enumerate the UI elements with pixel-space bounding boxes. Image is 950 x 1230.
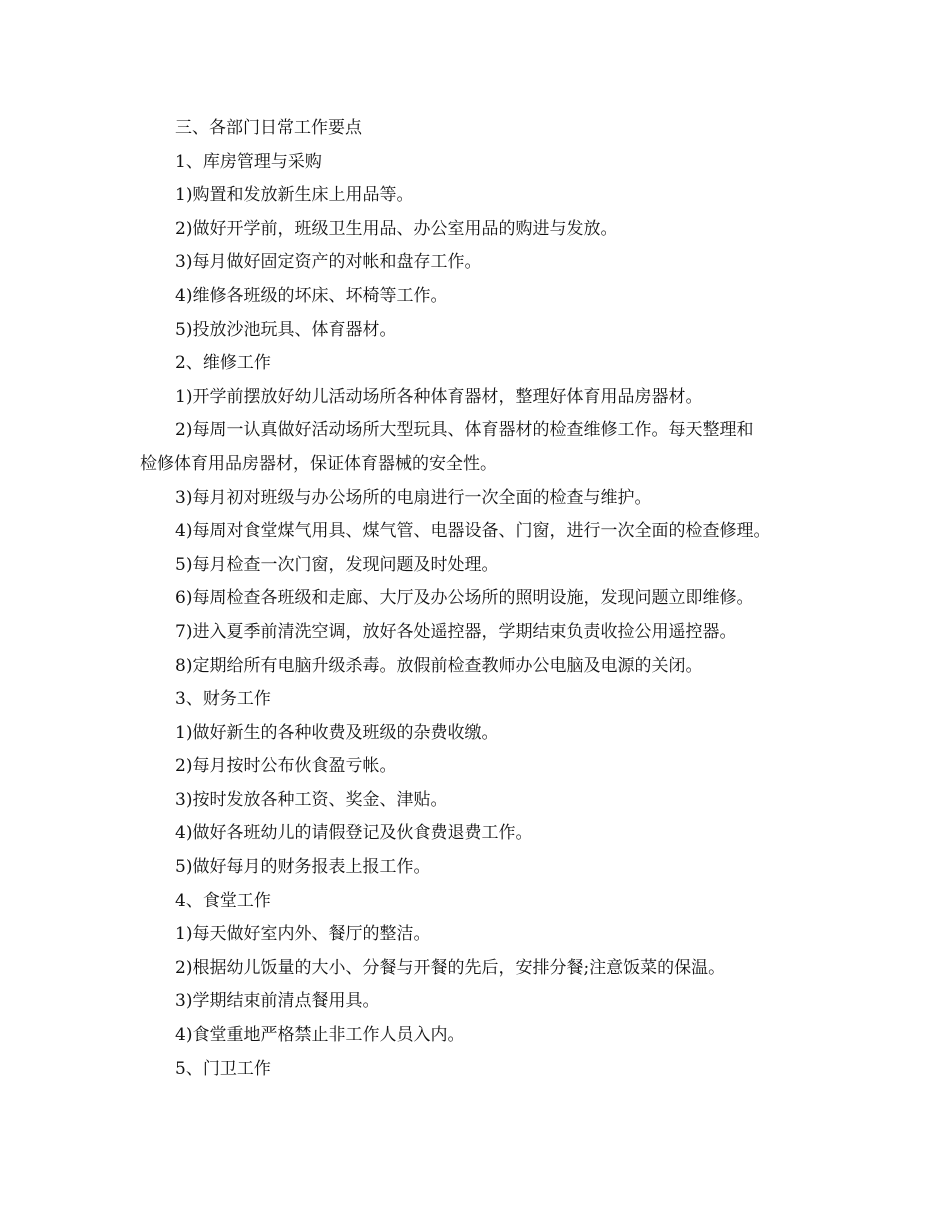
list-item: 5)投放沙池玩具、体育器材。 <box>175 319 397 340</box>
list-item: 7)进入夏季前清洗空调，放好各处遥控器，学期结束负责收捡公用遥控器。 <box>175 621 737 642</box>
list-item: 1)每天做好室内外、餐厅的整洁。 <box>175 924 431 945</box>
section-heading: 三、各部门日常工作要点 <box>175 118 362 138</box>
subsection-heading: 5、门卫工作 <box>175 1058 271 1079</box>
subsection-heading: 4、食堂工作 <box>175 890 271 911</box>
list-item: 2)每周一认真做好活动场所大型玩具、体育器材的检查维修工作。每天整理和 <box>175 420 754 441</box>
list-item: 5)每月检查一次门窗，发现问题及时处理。 <box>175 554 499 575</box>
list-item: 5)做好每月的财务报表上报工作。 <box>175 857 431 878</box>
list-item: 2)做好开学前，班级卫生用品、办公室用品的购进与发放。 <box>175 218 618 239</box>
list-item: 3)每月做好固定资产的对帐和盘存工作。 <box>175 252 482 273</box>
list-item: 4)食堂重地严格禁止非工作人员入内。 <box>175 1025 465 1046</box>
list-item-continuation: 检修体育用品房器材，保证体育器械的安全性。 <box>140 453 497 474</box>
list-item: 8)定期给所有电脑升级杀毒。放假前检查教师办公电脑及电源的关闭。 <box>175 655 703 676</box>
document-page <box>140 112 830 1086</box>
list-item: 3)每月初对班级与办公场所的电扇进行一次全面的检查与维护。 <box>175 487 652 508</box>
list-item: 1)购置和发放新生床上用品等。 <box>175 185 414 206</box>
list-item: 3)按时发放各种工资、奖金、津贴。 <box>175 789 448 810</box>
list-item: 4)维修各班级的坏床、坏椅等工作。 <box>175 285 448 306</box>
list-item: 1)开学前摆放好幼儿活动场所各种体育器材，整理好体育用品房器材。 <box>175 386 703 407</box>
list-item: 2)每月按时公布伙食盈亏帐。 <box>175 756 397 777</box>
subsection-heading: 2、维修工作 <box>175 353 271 374</box>
list-item: 4)每周对食堂煤气用具、煤气管、电器设备、门窗，进行一次全面的检查修理。 <box>175 521 771 542</box>
list-item: 4)做好各班幼儿的请假登记及伙食费退费工作。 <box>175 823 533 844</box>
list-item: 3)学期结束前清点餐用具。 <box>175 991 380 1012</box>
subsection-heading: 1、库房管理与采购 <box>175 151 322 172</box>
list-item: 1)做好新生的各种收费及班级的杂费收缴。 <box>175 722 499 743</box>
list-item: 6)每周检查各班级和走廊、大厅及办公场所的照明设施，发现问题立即维修。 <box>175 588 754 609</box>
subsection-heading: 3、财务工作 <box>175 689 271 710</box>
list-item: 2)根据幼儿饭量的大小、分餐与开餐的先后，安排分餐;注意饭菜的保温。 <box>175 957 726 978</box>
